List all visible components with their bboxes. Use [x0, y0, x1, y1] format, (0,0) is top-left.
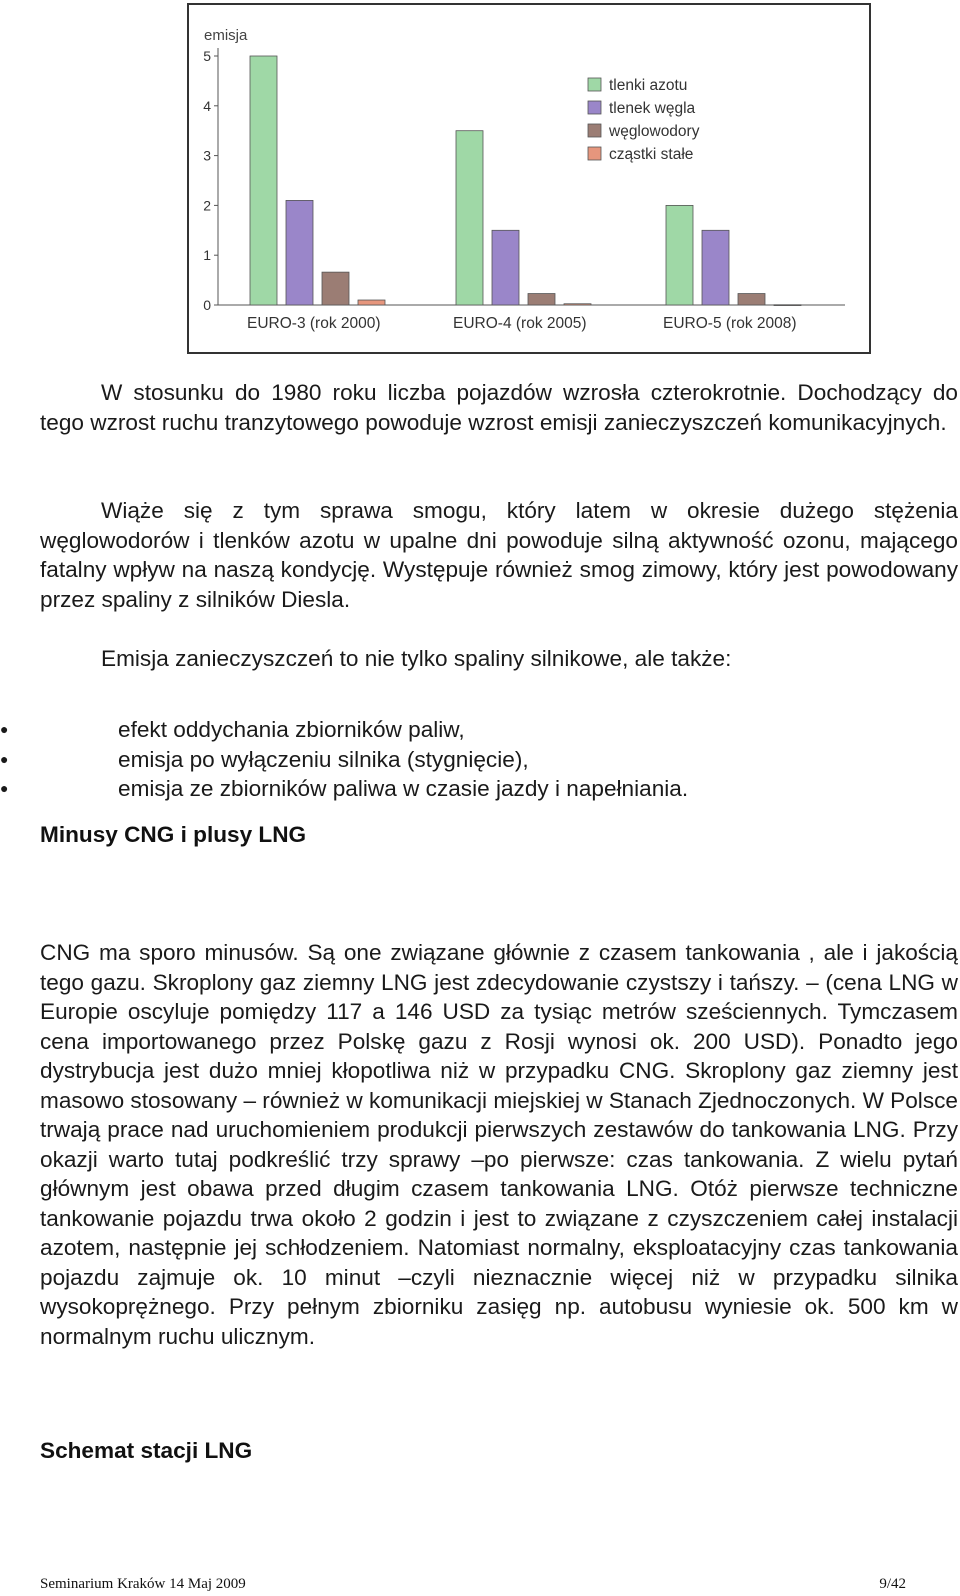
legend-swatch: [588, 78, 601, 91]
bar: [286, 200, 313, 305]
list-item: [0, 715, 940, 745]
paragraph-smog-text: Wiąże się z tym sprawa smogu, który latem w okresie dużego stężenia węglowodorów i tlenków azotu w upalne dni powoduje silną aktywność ozonu, mającego fatalny wpływ na naszą kondycję. Występuje również smog zimowy, który jest powodowany przez spaliny z silników Diesla.: [40, 498, 958, 612]
bar: [702, 230, 729, 305]
bar: [492, 230, 519, 305]
legend-swatch: [588, 124, 601, 137]
x-tick-label: EURO-3 (rok 2000): [247, 315, 381, 332]
bullet-icon: ●: [0, 721, 9, 737]
bar: [738, 294, 765, 305]
y-tick-label: 3: [203, 147, 211, 164]
footer-seminar: Seminarium Kraków 14 Maj 2009: [40, 1576, 246, 1592]
list-item: [0, 745, 940, 775]
legend-label: tlenki azotu: [609, 77, 688, 94]
y-axis-label: emisja: [204, 27, 248, 44]
bullet-icon: ●: [0, 780, 9, 796]
bar: [358, 300, 385, 305]
legend-label: cząstki stałe: [609, 146, 694, 163]
paragraph-smog: [40, 496, 958, 614]
list-item-text: emisja po wyłączeniu silnika (stygnięcie),: [118, 746, 529, 772]
legend-label: węglowodory: [609, 123, 700, 140]
y-tick-label: 0: [203, 297, 211, 313]
legend-swatch: [588, 101, 601, 114]
footer-page-number: 9/42: [879, 1576, 906, 1592]
list-item-text: efekt oddychania zbiorników paliw,: [118, 717, 465, 742]
heading-minusy-cng: Minusy CNG i plusy LNG: [40, 822, 307, 847]
paragraph-emission-intro: [40, 644, 958, 674]
legend-swatch: [588, 147, 601, 160]
paragraph-cng-lng: CNG ma sporo minusów. Są one związane głównie z czasem tankowania , ale i jakością tego gazu. Skroplony gaz ziemny LNG jest zdecydowanie czystszy i tańszy. – (cena LNG w Europie oscyluje pomiędzy 117 a 146 USD za tysiąc metrów sześciennych. Tymczasem cena importowanego przez Polskę gazu z Rosji wynosi ok. 200 USD). Ponadto jego dystrybucja jest dużo mniej kłopotliwa niż w przypadku CNG. Skroplony gaz ziemny jest masowo stosowany – również w komunikacji miejskiej w Stanach Zjednoczonych. W Polsce trwają prace nad uruchomieniem produkcji pierwszych zestawów do tankowania LNG. Przy okazji warto tutaj podkreślić trzy sprawy –po pierwsze: czas tankowania. Z wielu pytań głównym jest obawa przed długim czasem tankowania LNG. Otóż pierwsze techniczne tankowanie pojazdu trwa około 2 godzin i jest to związane z czyszczeniem całej instalacji azotem, następnie jej schłodzeniem. Natomiast normalny, eksploatacyjny czas tankowania pojazdu zajmuje ok. 10 minut –czyli nieznacznie więcej niż w przypadku silnika wysokoprężnego. Przy pełnym zbiorniku zasięg np. autobusu wyniesie ok. 500 km w normalnym ruchu ulicznym.: [40, 940, 958, 1349]
legend-label: tlenek węgla: [609, 100, 696, 117]
bar: [456, 131, 483, 305]
paragraph-vehicle-growth-text: W stosunku do 1980 roku liczba pojazdów wzrosła czterokrotnie. Dochodzący do tego wzrost ruchu tranzytowego powoduje wzrost emisji zanieczyszczeń komunikacyjnych.: [40, 380, 958, 435]
bullet-icon: ●: [0, 750, 9, 767]
list-item-text: emisja ze zbiorników paliwa w czasie jazdy i napełniania.: [118, 776, 689, 801]
emission-chart-svg: [189, 5, 869, 352]
emission-chart: [187, 3, 871, 354]
y-tick-label: 5: [203, 48, 211, 64]
list-item: [0, 774, 940, 804]
bar: [774, 305, 801, 306]
x-tick-label: EURO-5 (rok 2008): [663, 315, 797, 332]
y-tick-label: 2: [203, 197, 211, 214]
bar: [564, 304, 591, 305]
heading-schemat-stacji: Schemat stacji LNG: [40, 1438, 253, 1463]
paragraph-emission-intro-text: Emisja zanieczyszczeń to nie tylko spaliny silnikowe, ale także:: [101, 646, 732, 671]
bar: [666, 205, 693, 305]
paragraph-vehicle-growth: [40, 378, 958, 437]
emission-bullet-list: [0, 715, 940, 804]
bar: [528, 294, 555, 305]
bar: [250, 56, 277, 305]
bar: [322, 272, 349, 305]
y-tick-label: 1: [203, 247, 211, 264]
x-tick-label: EURO-4 (rok 2005): [453, 315, 587, 332]
y-tick-label: 4: [203, 97, 211, 114]
